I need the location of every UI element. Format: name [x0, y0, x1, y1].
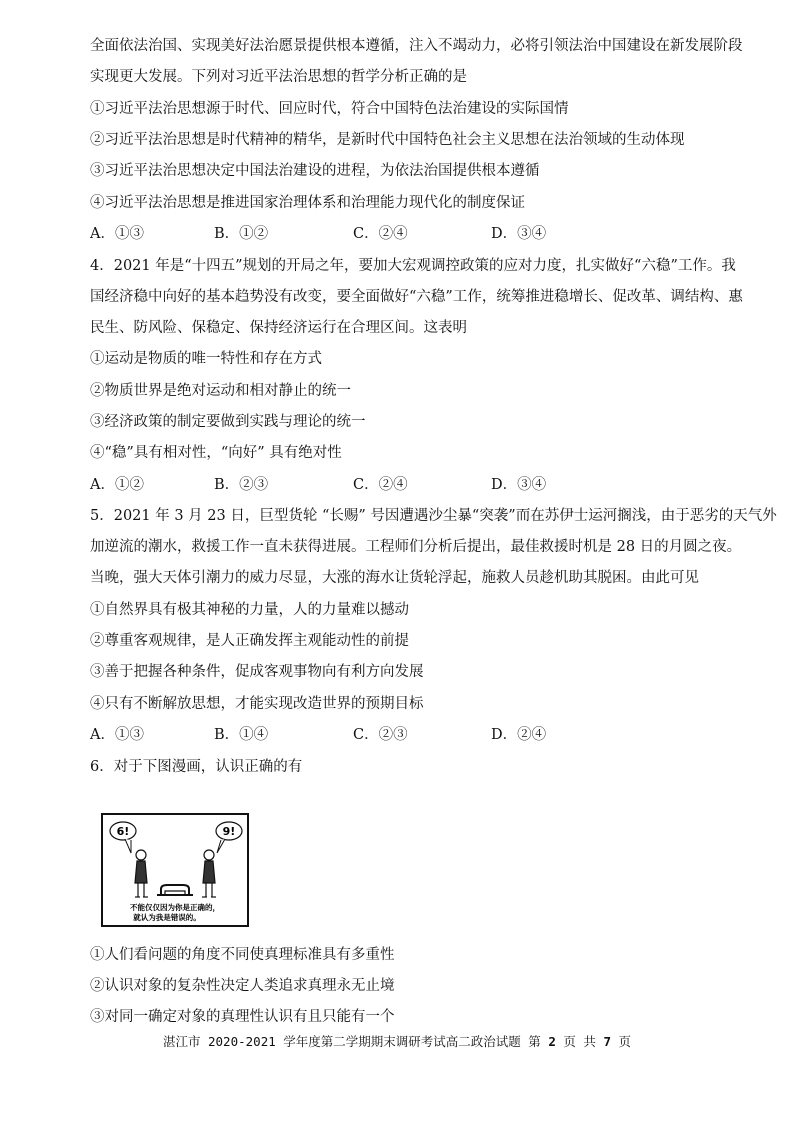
footer-prefix: 湛江市 2020-2021 学年度第二学期期末调研考试高二政治试题 第: [162, 1034, 549, 1049]
bubble-right-text: 9!: [222, 825, 236, 838]
q3-statement-2: ②习近平法治思想是时代精神的精华，是新时代中国特色社会主义思想在法治领域的生动体现: [90, 132, 685, 148]
cartoon-caption-line-1: 不能仅仅因为你是正确的，: [130, 903, 220, 912]
q3-option-a[interactable]: A．①③: [90, 226, 144, 242]
q4-option-d[interactable]: D．③④: [491, 477, 547, 493]
q4-stem-line-3: 民生、防风险、保稳定、保持经济运行在合理区间。这表明: [90, 320, 467, 336]
q5-option-a[interactable]: A．①③: [90, 727, 144, 743]
q4-statement-4: ④“稳”具有相对性，“向好” 具有绝对性: [90, 445, 342, 461]
footer-suffix: 页: [610, 1034, 631, 1049]
q6-statement-1: ①人们看问题的角度不同使真理标准具有多重性: [90, 947, 395, 963]
q5-statement-3: ③善于把握各种条件，促成客观事物向有利方向发展: [90, 664, 424, 680]
q3-statement-1: ①习近平法治思想源于时代、回应时代，符合中国特色法治建设的实际国情: [90, 101, 569, 117]
q5-statement-4: ④只有不断解放思想，才能实现改造世界的预期目标: [90, 696, 424, 712]
q3-stem-line-1: 全面依法治国、实现美好法治愿景提供根本遵循，注入不竭动力，必将引领法治中国建设在新发展阶段: [90, 38, 743, 54]
footer-page-number: 2: [548, 1034, 556, 1049]
q5-option-c[interactable]: C．②③: [353, 727, 408, 743]
q4-option-a[interactable]: A．①②: [90, 477, 144, 493]
q5-statement-2: ②尊重客观规律，是人正确发挥主观能动性的前提: [90, 633, 409, 649]
footer-middle: 页 共: [555, 1034, 604, 1049]
q6-stem: 6．对于下图漫画，认识正确的有: [90, 759, 303, 775]
q3-statement-3: ③习近平法治思想决定中国法治建设的进程，为依法治国提供根本遵循: [90, 163, 540, 179]
q6-statement-2: ②认识对象的复杂性决定人类追求真理永无止境: [90, 978, 395, 994]
q3-option-b[interactable]: B．①②: [214, 226, 269, 242]
cartoon-illustration: [101, 813, 249, 927]
page-footer: [0, 1032, 794, 1050]
q5-stem-line-2: 加逆流的潮水，救援工作一直未获得进展。工程师们分析后提出，最佳救援时机是 28 日的月圆之夜。: [90, 539, 742, 555]
q4-stem-line-1: 4．2021 年是“十四五”规划的开局之年，要加大宏观调控政策的应对力度，扎实做好“六稳”工作。我: [90, 258, 736, 274]
q5-statement-1: ①自然界具有极其神秘的力量，人的力量难以撼动: [90, 602, 409, 618]
q4-option-c[interactable]: C．②④: [353, 477, 408, 493]
footer-total-pages: 7: [603, 1034, 611, 1049]
q5-stem-line-3: 当晚，强大天体引潮力的威力尽显，大涨的海水让货轮浮起，施救人员趁机助其脱困。由此可见: [90, 570, 699, 586]
q3-option-c[interactable]: C．②④: [353, 226, 408, 242]
q4-statement-1: ①运动是物质的唯一特性和存在方式: [90, 351, 322, 367]
bubble-left-text: 6!: [116, 825, 130, 838]
q4-statement-3: ③经济政策的制定要做到实践与理论的统一: [90, 414, 366, 430]
q4-option-b[interactable]: B．②③: [214, 477, 269, 493]
q4-stem-line-2: 国经济稳中向好的基本趋势没有改变，要全面做好“六稳”工作，统筹推进稳增长、促改革、调结构、惠: [90, 289, 743, 305]
q3-option-d[interactable]: D．③④: [491, 226, 547, 242]
q5-option-d[interactable]: D．②④: [491, 727, 547, 743]
q5-stem-line-1: 5．2021 年 3 月 23 日，巨型货轮 “长赐” 号因遭遇沙尘暴“突袭”而在苏伊士运河搁浅，由于恶劣的天气外: [90, 508, 777, 524]
q4-statement-2: ②物质世界是绝对运动和相对静止的统一: [90, 383, 351, 399]
q6-statement-3: ③对同一确定对象的真理性认识有且只能有一个: [90, 1009, 395, 1025]
q3-stem-line-2: 实现更大发展。下列对习近平法治思想的哲学分析正确的是: [90, 69, 467, 85]
q5-option-b[interactable]: B．①④: [214, 727, 269, 743]
cartoon-caption-line-2: 就认为我是错误的。: [133, 913, 201, 922]
q3-statement-4: ④习近平法治思想是推进国家治理体系和治理能力现代化的制度保证: [90, 195, 525, 211]
